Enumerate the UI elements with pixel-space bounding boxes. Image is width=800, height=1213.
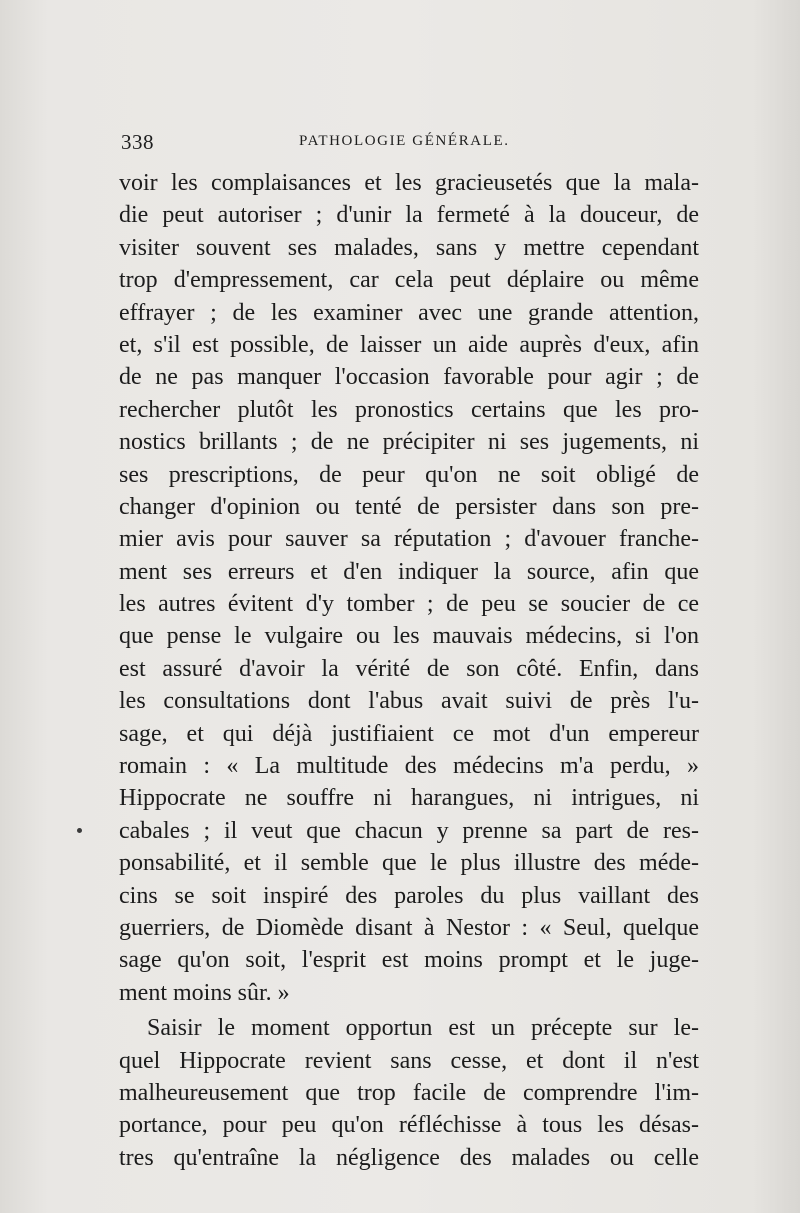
text-line: visiter souvent ses malades, sans y mettre cependant <box>119 234 699 261</box>
text-line: ment ses erreurs et d'en indiquer la source, afin que <box>119 558 699 585</box>
text-line: die peut autoriser ; d'unir la fermeté à la douceur, de <box>119 202 699 229</box>
text-line: est assuré d'avoir la vérité de son côté. Enfin, dans <box>119 655 699 682</box>
ink-speck <box>77 828 82 833</box>
text-line: et, s'il est possible, de laisser un aide auprès d'eux, afin <box>119 331 699 358</box>
paragraph-2 <box>119 1012 699 1174</box>
text-line: quel Hippocrate revient sans cesse, et dont il n'est <box>119 1047 699 1074</box>
text-line: de ne pas manquer l'occasion favorable pour agir ; de <box>119 364 699 391</box>
text-line: changer d'opinion ou tenté de persister dans son pre- <box>119 493 699 520</box>
text-line: romain : « La multitude des médecins m'a perdu, » <box>119 753 699 780</box>
running-title: PATHOLOGIE GÉNÉRALE. <box>299 133 510 149</box>
text-line: ponsabilité, et il semble que le plus illustre des méde- <box>119 850 699 877</box>
page-header <box>121 130 699 154</box>
text-line: sage qu'on soit, l'esprit est moins prompt et le juge- <box>119 947 699 974</box>
text-line: nostics brillants ; de ne précipiter ni ses jugements, ni <box>119 429 699 456</box>
body-text <box>119 167 699 1174</box>
text-line: ses prescriptions, de peur qu'on ne soit obligé de <box>119 461 699 488</box>
text-line: les consultations dont l'abus avait suivi de près l'u- <box>119 688 699 715</box>
text-line: mier avis pour sauver sa réputation ; d'avouer franche- <box>119 526 699 553</box>
text-line: tres qu'entraîne la négligence des malades ou celle <box>119 1144 699 1171</box>
text-line: Saisir le moment opportun est un précepte sur le- <box>147 1015 699 1042</box>
text-line: voir les complaisances et les gracieusetés que la mala- <box>119 170 699 196</box>
text-line: cabales ; il veut que chacun y prenne sa part de res- <box>119 817 699 844</box>
text-line: sage, et qui déjà justifiaient ce mot d'un empereur <box>119 720 699 747</box>
text-line: ment moins sûr. » <box>119 979 290 1006</box>
text-line: que pense le vulgaire ou les mauvais médecins, si l'on <box>119 623 699 650</box>
text-line: les autres évitent d'y tomber ; de peu se soucier de ce <box>119 591 699 618</box>
text-line: portance, pour peu qu'on réfléchisse à tous les désas- <box>119 1112 699 1139</box>
text-line: guerriers, de Diomède disant à Nestor : « Seul, quelque <box>119 914 699 941</box>
paragraph-1 <box>119 167 699 1009</box>
text-line: rechercher plutôt les pronostics certains que les pro- <box>119 396 699 423</box>
text-line: malheureusement que trop facile de comprendre l'im- <box>119 1079 699 1106</box>
text-line: Hippocrate ne souffre ni harangues, ni intrigues, ni <box>119 785 699 812</box>
text-line: cins se soit inspiré des paroles du plus vaillant des <box>119 882 699 909</box>
text-line: effrayer ; de les examiner avec une grande attention, <box>119 299 699 326</box>
text-line: trop d'empressement, car cela peut déplaire ou même <box>119 267 699 294</box>
page-number: 338 <box>121 130 154 154</box>
